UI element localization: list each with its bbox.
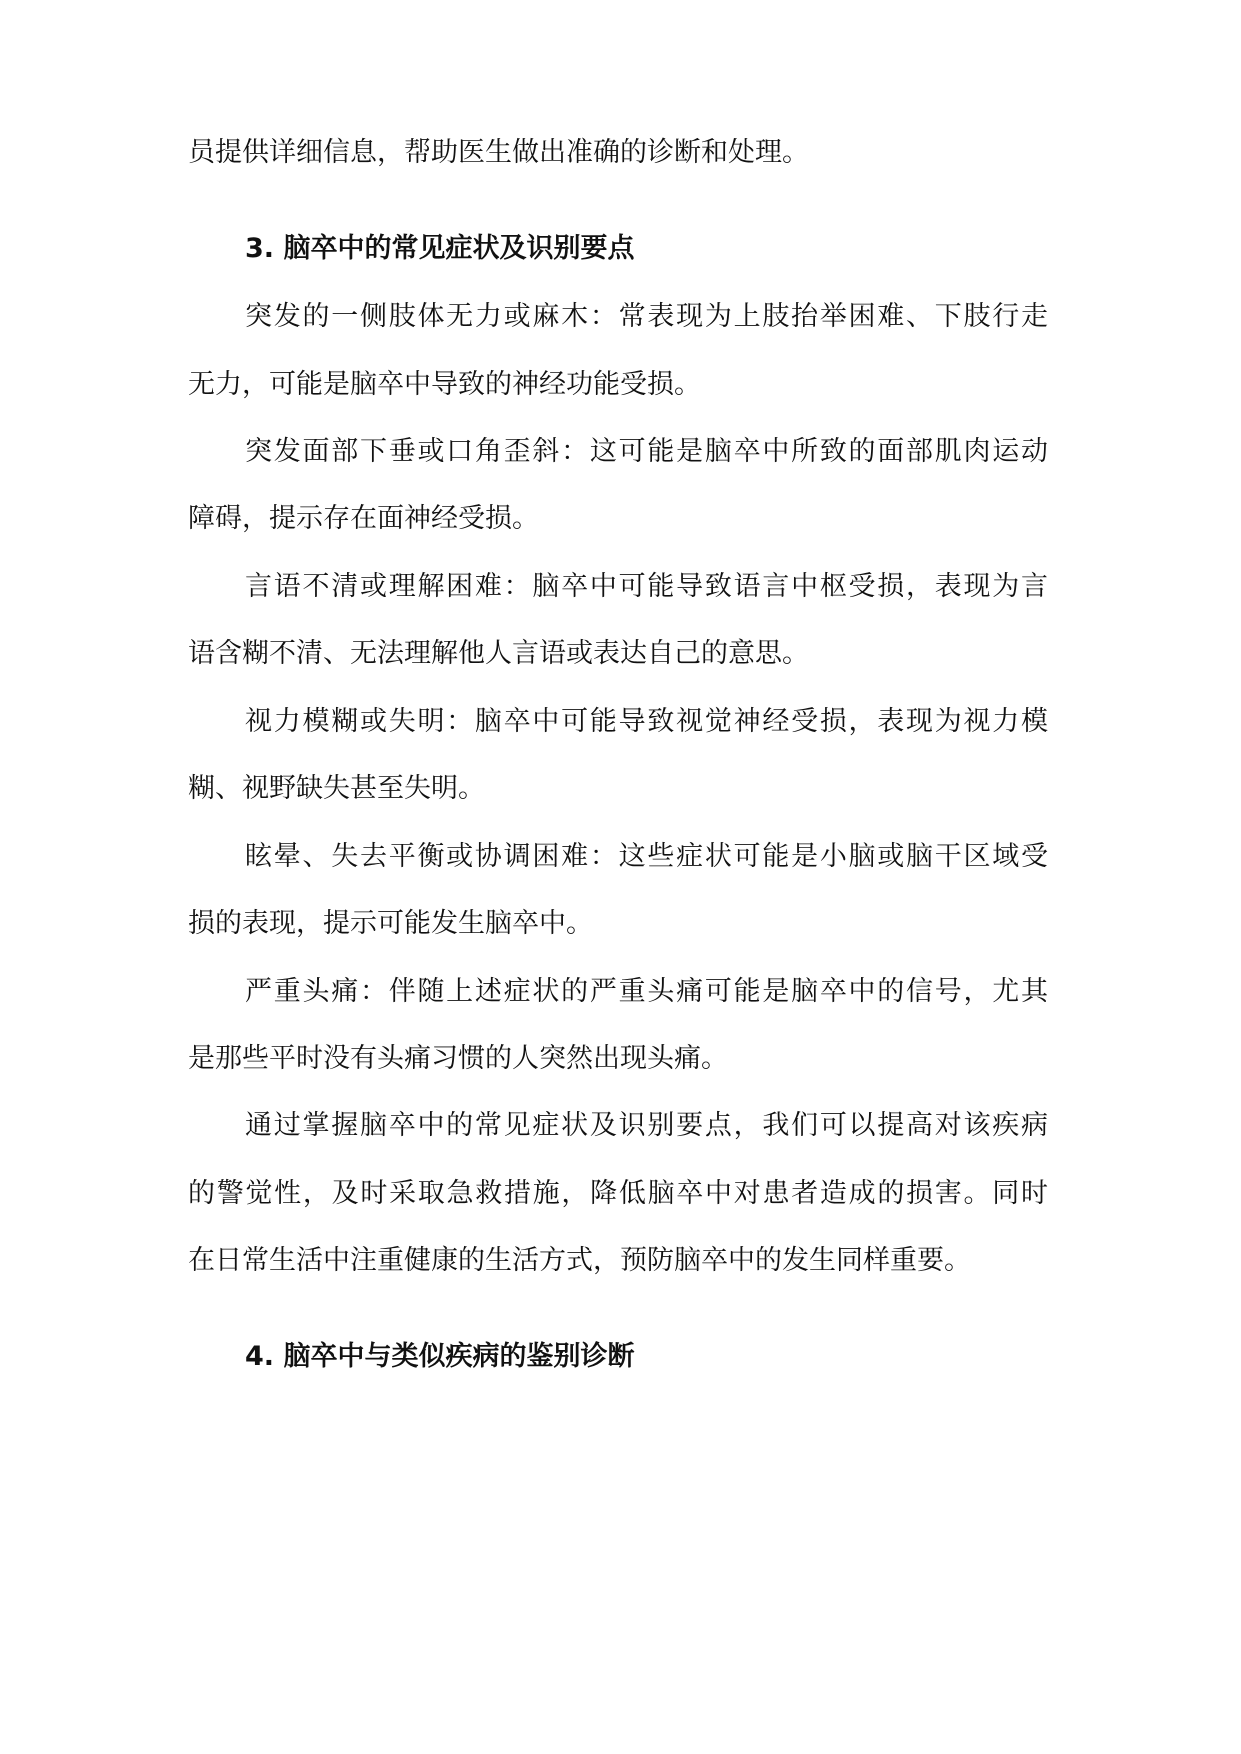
paragraph-speech-line-2: 语含糊不清、无法理解他人言语或表达自己的意思。 [188,638,809,669]
paragraph-dizziness-line-1: 眩晕、失去平衡或协调困难：这些症状可能是小脑或脑干区域受 [245,841,1048,872]
paragraph-vision-line-1: 视力模糊或失明：脑卒中可能导致视觉神经受损，表现为视力模 [245,706,1048,737]
paragraph-headache-line-2: 是那些平时没有头痛习惯的人突然出现头痛。 [188,1043,728,1074]
section-3-heading: 3. 脑卒中的常见症状及识别要点 [245,233,635,264]
paragraph-vision-line-2: 糊、视野缺失甚至失明。 [188,773,485,804]
paragraph-headache-line-1: 严重头痛：伴随上述症状的严重头痛可能是脑卒中的信号，尤其 [245,976,1048,1007]
paragraph-summary-line-2: 的警觉性，及时采取急救措施，降低脑卒中对患者造成的损害。同时 [188,1178,1048,1209]
section-4-heading: 4. 脑卒中与类似疾病的鉴别诊断 [245,1341,635,1372]
paragraph-summary-line-3: 在日常生活中注重健康的生活方式，预防脑卒中的发生同样重要。 [188,1245,971,1276]
paragraph-summary-line-1: 通过掌握脑卒中的常见症状及识别要点，我们可以提高对该疾病 [245,1110,1048,1141]
paragraph-limb-weakness-line-2: 无力，可能是脑卒中导致的神经功能受损。 [188,369,701,400]
paragraph-speech-line-1: 言语不清或理解困难：脑卒中可能导致语言中枢受损，表现为言 [245,571,1048,602]
paragraph-limb-weakness-line-1: 突发的一侧肢体无力或麻木：常表现为上肢抬举困难、下肢行走 [245,301,1048,332]
paragraph-facial-droop-line-1: 突发面部下垂或口角歪斜：这可能是脑卒中所致的面部肌肉运动 [245,436,1048,467]
intro-continuation: 员提供详细信息，帮助医生做出准确的诊断和处理。 [188,137,809,168]
paragraph-facial-droop-line-2: 障碍，提示存在面神经受损。 [188,503,539,534]
paragraph-dizziness-line-2: 损的表现，提示可能发生脑卒中。 [188,908,593,939]
